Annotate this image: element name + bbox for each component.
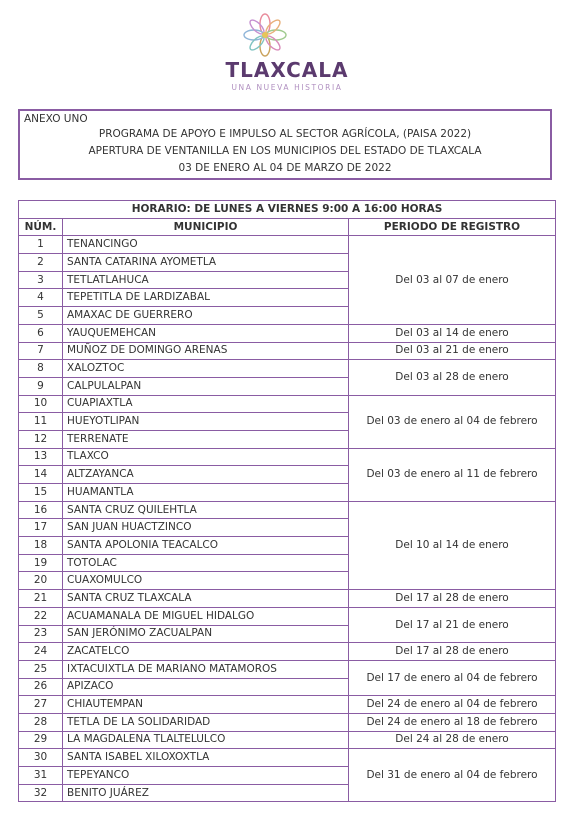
municipio-cell: CUAPIAXTLA <box>63 395 349 413</box>
municipio-cell: TEPETITLA DE LARDIZABAL <box>63 289 349 307</box>
row-number: 8 <box>19 360 63 378</box>
period-cell: Del 17 al 28 de enero <box>349 590 556 608</box>
logo-name: TLAXCALA <box>225 58 349 82</box>
municipio-cell: TLAXCO <box>63 448 349 466</box>
schedule-header: HORARIO: DE LUNES A VIERNES 9:00 A 16:00 HORAS <box>19 201 556 219</box>
municipio-cell: SAN JUAN HUACTZINCO <box>63 519 349 537</box>
annex-label: ANEXO UNO <box>24 113 88 125</box>
table-row <box>19 501 556 519</box>
table-row <box>19 395 556 413</box>
period-cell: Del 17 al 21 de enero <box>349 607 556 642</box>
logo <box>0 8 574 94</box>
row-number: 17 <box>19 519 63 537</box>
municipio-cell: LA MAGDALENA TLALTELULCO <box>63 731 349 749</box>
row-number: 25 <box>19 660 63 678</box>
row-number: 3 <box>19 271 63 289</box>
row-number: 16 <box>19 501 63 519</box>
row-number: 32 <box>19 784 63 802</box>
period-cell: Del 03 de enero al 11 de febrero <box>349 448 556 501</box>
table-row <box>19 713 556 731</box>
period-cell: Del 17 al 28 de enero <box>349 643 556 661</box>
municipio-cell: SAN JERÓNIMO ZACUALPAN <box>63 625 349 643</box>
municipio-cell: SANTA CRUZ QUILEHTLA <box>63 501 349 519</box>
municipio-cell: TERRENATE <box>63 430 349 448</box>
table-row <box>19 324 556 342</box>
period-cell: Del 17 de enero al 04 de febrero <box>349 660 556 695</box>
column-header-municipio: MUNICIPIO <box>63 218 349 236</box>
row-number: 11 <box>19 413 63 431</box>
period-cell: Del 03 al 21 de enero <box>349 342 556 360</box>
municipio-cell: SANTA CATARINA AYOMETLA <box>63 254 349 272</box>
flower-logo-icon <box>242 12 288 58</box>
table-row <box>19 731 556 749</box>
municipio-cell: APIZACO <box>63 678 349 696</box>
table-row <box>19 660 556 678</box>
row-number: 6 <box>19 324 63 342</box>
municipio-cell: CHIAUTEMPAN <box>63 696 349 714</box>
row-number: 21 <box>19 590 63 608</box>
municipio-cell: IXTACUIXTLA DE MARIANO MATAMOROS <box>63 660 349 678</box>
municipio-cell: CALPULALPAN <box>63 377 349 395</box>
row-number: 24 <box>19 643 63 661</box>
table-row <box>19 360 556 378</box>
row-number: 29 <box>19 731 63 749</box>
row-number: 12 <box>19 430 63 448</box>
municipio-cell: MUÑOZ DE DOMINGO ARENAS <box>63 342 349 360</box>
logo-tagline: UNA NUEVA HISTORIA <box>231 83 343 92</box>
municipio-cell: SANTA CRUZ TLAXCALA <box>63 590 349 608</box>
period-cell: Del 24 al 28 de enero <box>349 731 556 749</box>
row-number: 30 <box>19 749 63 767</box>
row-number: 26 <box>19 678 63 696</box>
municipio-cell: TENANCINGO <box>63 236 349 254</box>
municipio-cell: SANTA ISABEL XILOXOXTLA <box>63 749 349 767</box>
municipio-cell: TEPEYANCO <box>63 767 349 785</box>
row-number: 19 <box>19 554 63 572</box>
period-cell: Del 03 al 14 de enero <box>349 324 556 342</box>
row-number: 10 <box>19 395 63 413</box>
schedule-row <box>19 201 556 219</box>
row-number: 4 <box>19 289 63 307</box>
period-cell: Del 31 de enero al 04 de febrero <box>349 749 556 802</box>
registration-table <box>18 200 556 802</box>
municipio-cell: ACUAMANALA DE MIGUEL HIDALGO <box>63 607 349 625</box>
column-header-row <box>19 218 556 236</box>
column-header-periodo: PERIODO DE REGISTRO <box>349 218 556 236</box>
table-row <box>19 342 556 360</box>
municipio-cell: BENITO JUÁREZ <box>63 784 349 802</box>
row-number: 28 <box>19 713 63 731</box>
municipio-cell: ZACATELCO <box>63 643 349 661</box>
period-cell: Del 03 de enero al 04 de febrero <box>349 395 556 448</box>
municipio-cell: TETLA DE LA SOLIDARIDAD <box>63 713 349 731</box>
row-number: 20 <box>19 572 63 590</box>
municipio-cell: HUEYOTLIPAN <box>63 413 349 431</box>
table-row <box>19 236 556 254</box>
table-row <box>19 749 556 767</box>
municipio-cell: SANTA APOLONIA TEACALCO <box>63 537 349 555</box>
annex-date-range: 03 DE ENERO AL 04 DE MARZO DE 2022 <box>178 162 392 174</box>
period-cell: Del 03 al 07 de enero <box>349 236 556 324</box>
municipio-cell: HUAMANTLA <box>63 484 349 502</box>
row-number: 13 <box>19 448 63 466</box>
municipio-cell: CUAXOMULCO <box>63 572 349 590</box>
row-number: 14 <box>19 466 63 484</box>
row-number: 2 <box>19 254 63 272</box>
period-cell: Del 24 de enero al 18 de febrero <box>349 713 556 731</box>
period-cell: Del 10 al 14 de enero <box>349 501 556 589</box>
period-cell: Del 03 al 28 de enero <box>349 360 556 395</box>
municipio-cell: ALTZAYANCA <box>63 466 349 484</box>
period-cell: Del 24 de enero al 04 de febrero <box>349 696 556 714</box>
municipio-cell: XALOZTOC <box>63 360 349 378</box>
row-number: 31 <box>19 767 63 785</box>
municipio-cell: TETLATLAHUCA <box>63 271 349 289</box>
annex-program-title: PROGRAMA DE APOYO E IMPULSO AL SECTOR AGRÍCOLA, (PAISA 2022) <box>98 128 472 140</box>
row-number: 27 <box>19 696 63 714</box>
row-number: 1 <box>19 236 63 254</box>
table-row <box>19 696 556 714</box>
row-number: 7 <box>19 342 63 360</box>
row-number: 18 <box>19 537 63 555</box>
row-number: 23 <box>19 625 63 643</box>
table-row <box>19 643 556 661</box>
row-number: 22 <box>19 607 63 625</box>
column-header-num: NÚM. <box>19 218 63 236</box>
table-row <box>19 590 556 608</box>
table-body <box>19 236 556 802</box>
municipio-cell: YAUQUEMEHCAN <box>63 324 349 342</box>
row-number: 15 <box>19 484 63 502</box>
table-row <box>19 448 556 466</box>
municipio-cell: TOTOLAC <box>63 554 349 572</box>
municipio-cell: AMAXAC DE GUERRERO <box>63 307 349 325</box>
table-row <box>19 607 556 625</box>
annex-window-title: APERTURA DE VENTANILLA EN LOS MUNICIPIOS DEL ESTADO DE TLAXCALA <box>88 145 482 157</box>
row-number: 9 <box>19 377 63 395</box>
row-number: 5 <box>19 307 63 325</box>
annex-box <box>18 109 552 180</box>
